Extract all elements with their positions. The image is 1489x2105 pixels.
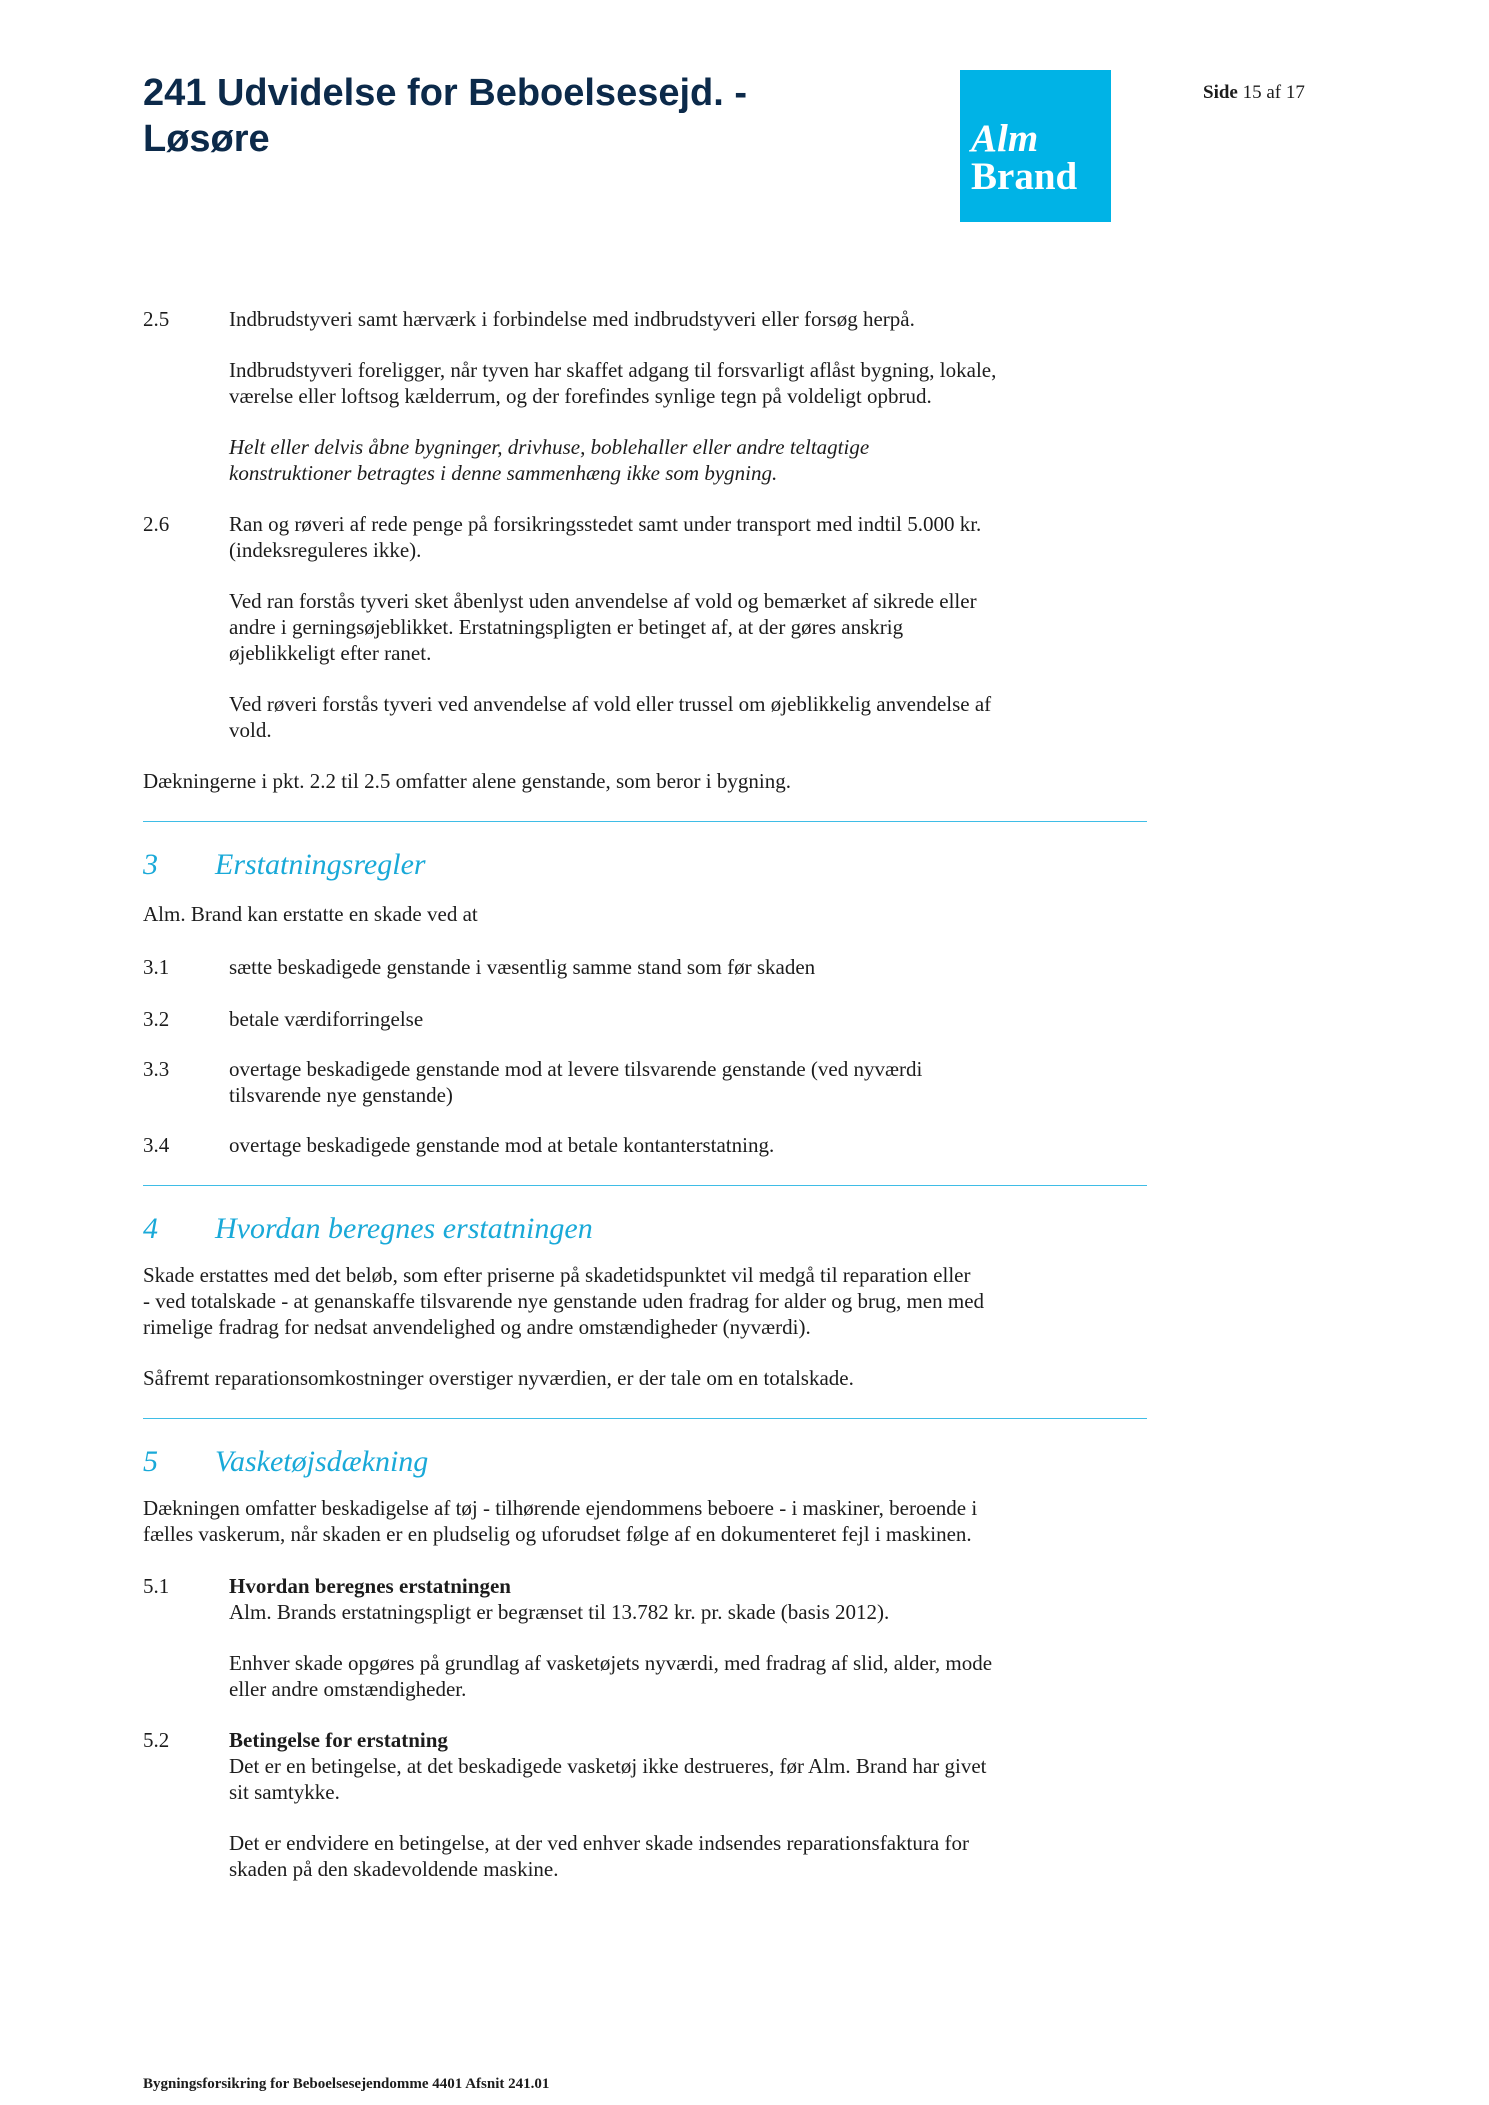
clause-text: Indbrudstyveri samt hærværk i forbindelse med indbrudstyveri eller forsøg herpå. [229,307,915,331]
coverage-note: Dækningerne i pkt. 2.2 til 2.5 omfatter alene genstande, som beror i bygning. [143,769,791,793]
section-title: Hvordan beregnes erstatningen [215,1212,593,1245]
section-number: 4 [143,1212,158,1245]
title-line-1: 241 Udvidelse for Beboelsesejd. - [143,72,748,114]
subsection-title: Hvordan beregnes erstatningen [229,1574,511,1598]
clause-text: Indbrudstyveri foreligger, når tyven har skaffet adgang til forsvarligt aflåst bygning, lokale, værelse eller loftsog kælderrum, og der forefindes synlige tegn på voldeligt opbrud. [229,358,997,408]
clause-text: Ran og røveri af rede penge på forsikringsstedet samt under transport med indtil 5.000 kr. (indeksreguleres ikke). [229,512,982,562]
title-line-2: Løsøre [143,118,270,160]
clause-number: 2.6 [143,512,170,536]
clause-text: Det er en betingelse, at det beskadigede vasketøj ikke destrueres, før Alm. Brand har givet sit samtykke. [229,1754,987,1804]
section-intro: Alm. Brand kan erstatte en skade ved at [143,902,478,926]
logo-text-brand: Brand [971,155,1078,198]
clause-note: Helt eller delvis åbne bygninger, drivhuse, boblehaller eller andre teltagtige konstruktioner betragtes i denne sammenhæng ikke som bygning. [229,435,870,485]
clause-text: Det er endvidere en betingelse, at der ved enhver skade indsendes reparationsfaktura for skaden på den skadevoldende maskine. [229,1831,969,1881]
clause-number: 5.1 [143,1574,170,1598]
alm-brand-logo [960,70,1111,222]
clause-3-1 [143,954,1148,980]
clause-number: 2.5 [143,307,170,331]
clause-number: 3.1 [143,955,170,979]
clause-5-1 [143,1573,1148,1702]
clause-text: overtage beskadigede genstande mod at levere tilsvarende genstande (ved nyværdi tilsvarende nye genstande) [229,1057,923,1107]
clause-3-2 [143,1006,1148,1032]
page-value: 15 af 17 [1242,82,1305,103]
clause-text: Ved ran forstås tyveri sket åbenlyst uden anvendelse af vold og bemærket af sikrede eller andre i gerningsøjeblikket. Erstatningspligten er betinget af, at der gøres anskrig øjeblikkeligt efter ranet. [229,589,977,665]
clause-text: Enhver skade opgøres på grundlag af vasketøjets nyværdi, med fradrag af slid, alder, mode eller andre omstændigheder. [229,1651,993,1701]
clause-3-3 [143,1056,1148,1108]
clause-3-4 [143,1132,1148,1158]
document-body [143,306,1148,1882]
page-footer: Bygningsforsikring for Beboelsesejendomme 4401 Afsnit 241.01 [143,2076,550,2092]
section-text: Såfremt reparationsomkostninger overstiger nyværdien, er der tale om en totalskade. [143,1366,854,1390]
page-number [1203,82,1305,104]
section-heading-4 [143,1212,1148,1246]
clause-text: Ved røveri forstås tyveri ved anvendelse af vold eller trussel om øjeblikkelig anvendelse af vold. [229,692,992,742]
subsection-title: Betingelse for erstatning [229,1728,448,1752]
clause-number: 5.2 [143,1728,170,1752]
section-heading-3 [143,848,1148,882]
logo-text-alm: Alm [971,117,1039,160]
section-number: 3 [143,848,158,881]
clause-number: 3.4 [143,1133,170,1157]
clause-2-6 [143,511,1148,743]
clause-5-2 [143,1727,1148,1882]
clause-number: 3.2 [143,1007,170,1031]
document-title [143,70,843,162]
page-label: Side [1203,82,1238,103]
section-heading-5 [143,1445,1148,1479]
section-intro: Dækningen omfatter beskadigelse af tøj - tilhørende ejendommens beboere - i maskiner, beroende i fælles vaskerum, når skaden er en pludselig og uforudset følge af en dokumenteret fejl i maskinen. [143,1496,978,1546]
section-number: 5 [143,1445,158,1478]
clause-text: overtage beskadigede genstande mod at betale kontanterstatning. [229,1133,775,1157]
clause-text: betale værdiforringelse [229,1007,424,1031]
section-title: Erstatningsregler [215,848,426,881]
section-title: Vasketøjsdækning [215,1445,429,1478]
clause-text: Alm. Brands erstatningspligt er begrænset til 13.782 kr. pr. skade (basis 2012). [229,1600,890,1624]
clause-text: sætte beskadigede genstande i væsentlig samme stand som før skaden [229,955,816,979]
clause-2-5 [143,306,1148,486]
section-text: Skade erstattes med det beløb, som efter priserne på skadetidspunktet vil medgå til reparation eller - ved totalskade - at genanskaffe tilsvarende nye genstande uden fradrag for alder og brug, men med rimelige fradrag for nedsat anvendelighed og andre omstændigheder (nyværdi). [143,1263,985,1339]
clause-number: 3.3 [143,1057,170,1081]
